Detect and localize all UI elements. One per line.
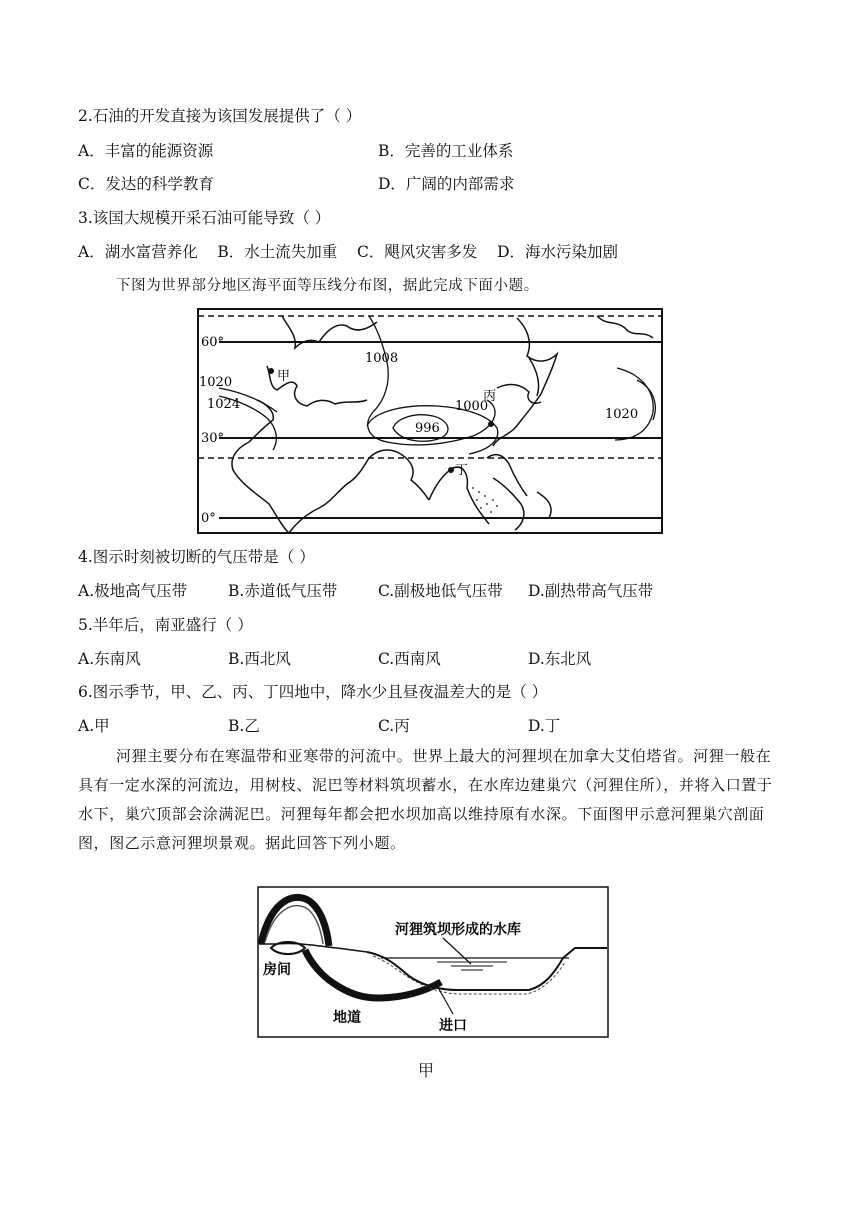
- isobar-label-1020-west: 1020: [199, 375, 233, 390]
- isobar-label-1024: 1024: [207, 397, 241, 412]
- intro-isobar-map: 下图为世界部分地区海平面等压线分布图，据此完成下面小题。: [116, 278, 539, 294]
- figure-caption-jia: 甲: [418, 1061, 435, 1080]
- q6-option-a: A.甲: [78, 717, 110, 735]
- isobar-label-1008: 1008: [365, 351, 399, 366]
- q6-option-c: C.丙: [378, 717, 410, 735]
- place-label-ding: 丁: [455, 463, 469, 478]
- isobar-label-996: 996: [415, 421, 440, 436]
- place-dot-bing: [488, 421, 494, 427]
- isobar-map-figure: [197, 308, 663, 534]
- q3-stem: 3.该国大规模开采石油可能导致（ ）: [78, 209, 331, 227]
- q5-option-c: C.西南风: [378, 650, 441, 668]
- beaver-lodge-figure: [257, 886, 609, 1038]
- q5-stem: 5.半年后，南亚盛行（ ）: [78, 616, 253, 634]
- q4-option-d: D.副热带高气压带: [528, 582, 654, 600]
- q3-options: A．湖水富营养化 B．水土流失加重 C．飓风灾害多发 D．海水污染加剧: [78, 243, 618, 261]
- q5-option-a: A.东南风: [78, 650, 141, 668]
- lat-label-30: 30°: [201, 431, 225, 446]
- label-room: 房间: [263, 962, 291, 978]
- place-dot-jia: [268, 368, 274, 374]
- q5-option-b: B.西北风: [228, 650, 291, 668]
- q4-option-a: A.极地高气压带: [78, 582, 188, 600]
- beaver-lodge-diagram: [257, 886, 609, 1038]
- place-label-bing: 丙: [483, 389, 497, 404]
- label-reservoir: 河狸筑坝形成的水库: [395, 922, 521, 938]
- q2-option-c: C．发达的科学教育: [78, 175, 214, 193]
- q4-option-c: C.副极地低气压带: [378, 582, 503, 600]
- q2-stem: 2.石油的开发直接为该国发展提供了（ ）: [78, 107, 362, 125]
- q6-option-d: D.丁: [528, 717, 561, 735]
- q5-option-d: D.东北风: [528, 650, 592, 668]
- q6-stem: 6.图示季节，甲、乙、丙、丁四地中，降水少且昼夜温差大的是（ ）: [78, 683, 548, 701]
- q2-option-a: A．丰富的能源资源: [78, 142, 214, 160]
- isobar-label-1000: 1000: [455, 399, 489, 414]
- isobar-map: [197, 308, 663, 534]
- label-tunnel: 地道: [333, 1010, 361, 1026]
- q4-stem: 4.图示时刻被切断的气压带是（ ）: [78, 548, 315, 566]
- q4-option-b: B.赤道低气压带: [228, 582, 338, 600]
- label-entrance: 进口: [439, 1018, 467, 1034]
- place-dot-ding: [448, 467, 454, 473]
- q2-option-d: D．广阔的内部需求: [378, 175, 515, 193]
- lat-label-0: 0°: [201, 511, 216, 526]
- isobar-label-1020-east: 1020: [605, 407, 639, 422]
- q2-option-b: B．完善的工业体系: [378, 142, 514, 160]
- q6-option-b: B.乙: [228, 717, 260, 735]
- intro-beaver-paragraph: 河狸主要分布在寒温带和亚寒带的河流中。世界上最大的河狸坝在加拿大艾伯塔省。河狸一般在具有一定水深的河流边，用树枝、泥巴等材料筑坝蓄水，在水库边建巢穴（河狸住所），并将入口置于水下，巢穴顶部会涂满泥巴。河狸每年都会把水坝加高以维持原有水深。下面图甲示意河狸巢穴剖面图，图乙示意河狸坝景观。据此回答下列小题。: [78, 747, 773, 852]
- lat-label-60: 60°: [201, 335, 225, 350]
- place-label-jia: 甲: [277, 369, 291, 384]
